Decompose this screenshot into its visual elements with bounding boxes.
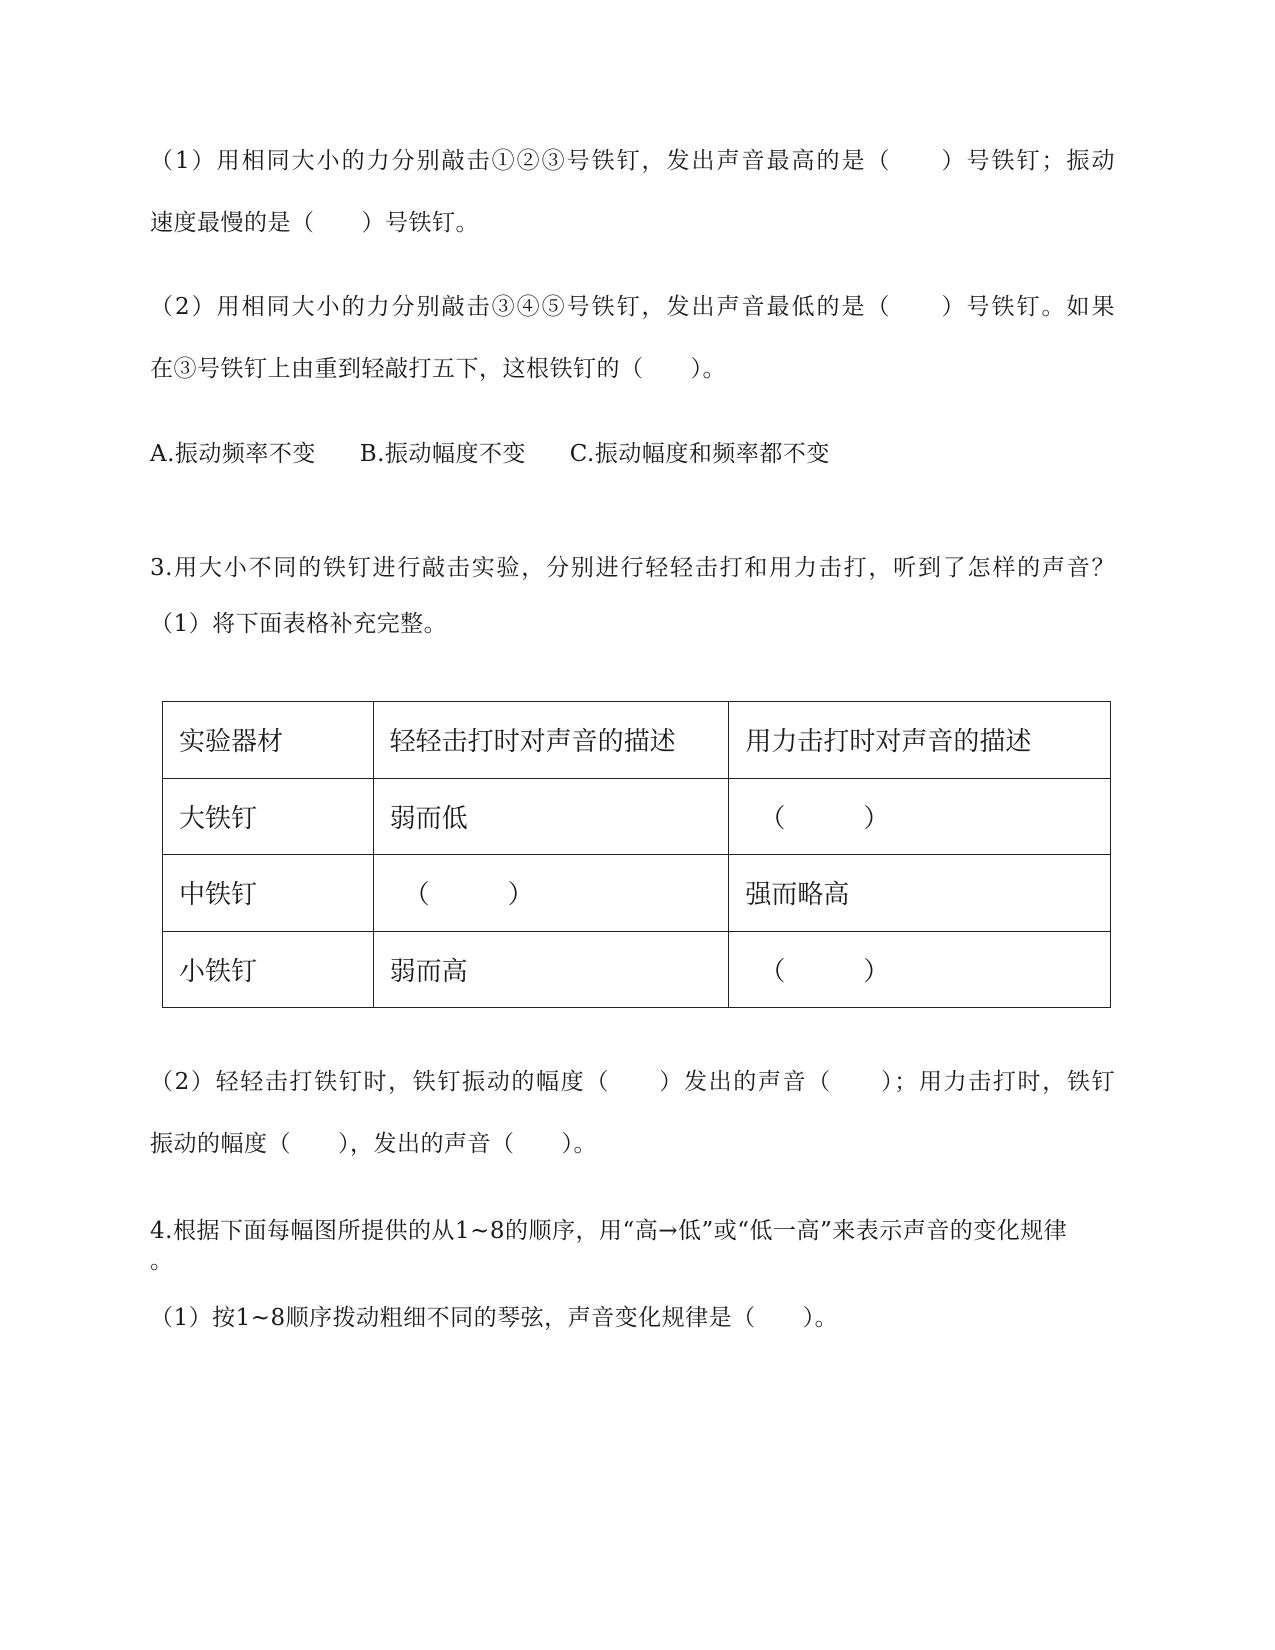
q3-title: 3.用大小不同的铁钉进行敲击实验，分别进行轻轻击打和用力击打，听到了怎样的声音？ xyxy=(150,555,1115,581)
q4-sub1: （1）按1~8顺序拨动粗细不同的琴弦，声音变化规律是（ ）。 xyxy=(150,1305,839,1331)
table-cell: 弱而低 xyxy=(373,778,729,855)
table-header-row xyxy=(163,702,1111,779)
q3-sub2-line2: 振动的幅度（ ），发出的声音（ ）。 xyxy=(150,1131,597,1157)
q2-part2-line2: 在③号铁钉上由重到轻敲打五下，这根铁钉的（ ）。 xyxy=(150,356,726,382)
q4-title-line2: 。 xyxy=(150,1248,174,1274)
table-cell: （ ） xyxy=(729,778,1111,855)
q3-sub1: （1）将下面表格补充完整。 xyxy=(150,611,448,637)
table-cell: （ ） xyxy=(729,931,1111,1008)
option-b: B.振动幅度不变 xyxy=(359,441,526,467)
table-cell: 弱而高 xyxy=(373,931,729,1008)
table-row xyxy=(163,855,1111,932)
experiment-table xyxy=(162,701,1111,1008)
q3-sub2-line1: （2）轻轻击打铁钉时，铁钉振动的幅度（ ）发出的声音（ ）；用力击打时，铁钉 xyxy=(150,1069,1115,1095)
table-row xyxy=(163,778,1111,855)
table-header-cell: 实验器材 xyxy=(163,702,374,779)
option-a: A.振动频率不变 xyxy=(150,441,316,467)
table-cell: （ ） xyxy=(373,855,729,932)
table-cell: 强而略高 xyxy=(729,855,1111,932)
table-row xyxy=(163,931,1111,1008)
table-cell: 中铁钉 xyxy=(163,855,374,932)
q2-options xyxy=(150,439,866,469)
table-header-cell: 用力击打时对声音的描述 xyxy=(729,702,1111,779)
q4-title-line1: 4.根据下面每幅图所提供的从1~8的顺序，用“高→低”或“低一高”来表示声音的变化规律 xyxy=(150,1218,1068,1244)
q2-part1-line2: 速度最慢的是（ ）号铁钉。 xyxy=(150,210,479,236)
table-cell: 大铁钉 xyxy=(163,778,374,855)
q2-part2-line1: （2）用相同大小的力分别敲击③④⑤号铁钉，发出声音最低的是（ ）号铁钉。如果 xyxy=(150,294,1115,320)
q2-part1-line1: （1）用相同大小的力分别敲击①②③号铁钉，发出声音最高的是（ ）号铁钉；振动 xyxy=(150,148,1115,174)
table-cell: 小铁钉 xyxy=(163,931,374,1008)
table-header-cell: 轻轻击打时对声音的描述 xyxy=(373,702,729,779)
option-c: C.振动幅度和频率都不变 xyxy=(569,441,830,467)
